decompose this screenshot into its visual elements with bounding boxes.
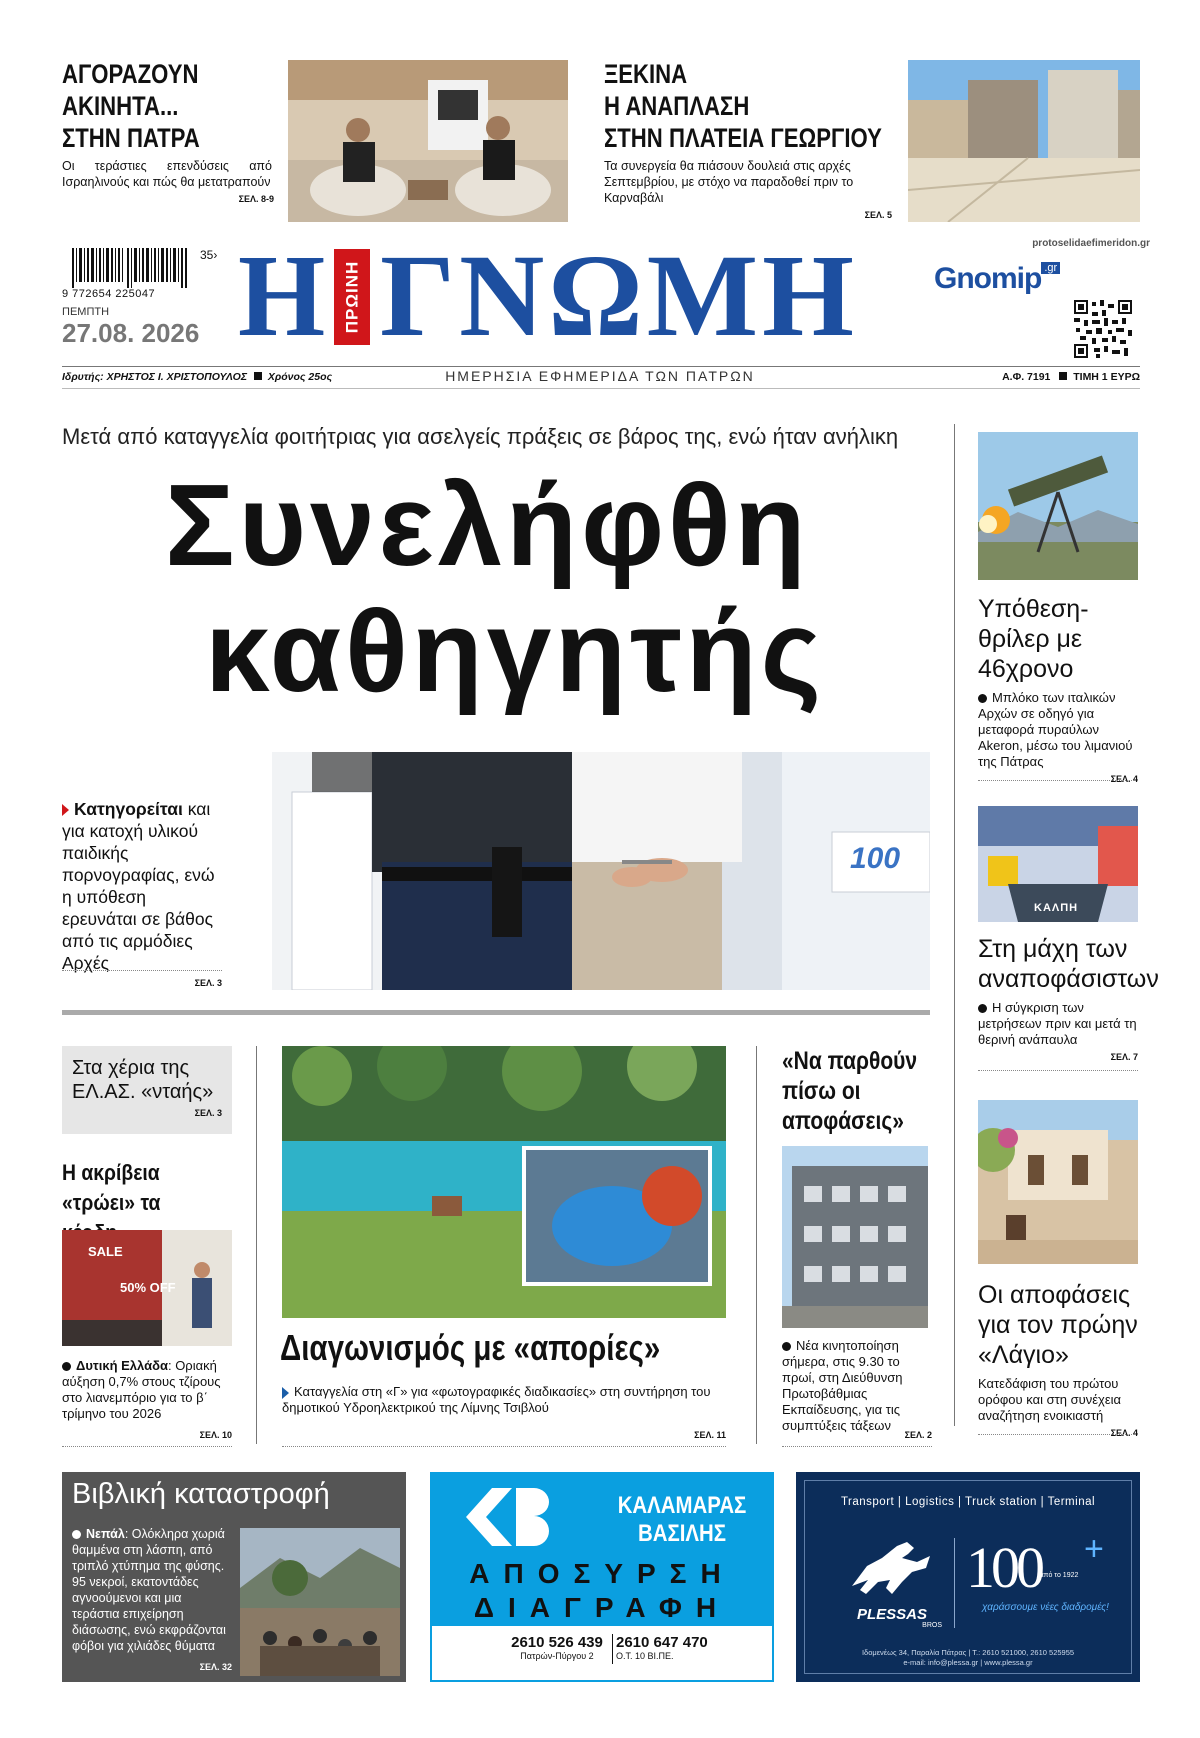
right-story-1-title: Υπόθεση-θρίλερ με 46χρονο [978,595,1089,683]
masthead-strip-bottom-rule [62,388,1140,389]
lead-side-divider [62,970,222,971]
ad-kalamaras-contact1 [502,1634,612,1661]
headline-line: Η ΑΝΑΠΛΑΣΗ [604,91,750,121]
masthead-issue [920,371,1140,383]
lead-side-bold: Κατηγορείται [74,799,183,819]
issue-number: Α.Φ. 7191 [1002,371,1051,383]
lagio-photo [978,1100,1138,1264]
masthead-strip-top-rule [62,366,1140,367]
left-story-headline: Η ακρίβεια «τρώει» τα [62,1160,161,1215]
left-story-body: : Οριακή αύξηση 0,7% στους τζίρους στο λιανεμπόριο για το β΄ τρίμηνο του 2026 [62,1358,221,1421]
ad-plessas[interactable] [796,1472,1140,1682]
mid-right-body: Νέα κινητοποίηση σήμερα, στις 9.30 το πρωί, στη Διεύθυνση Πρωτοβάθμιας Εκπαίδευσης, για τις συμπτύξεις τάξεων [782,1338,903,1433]
center-bottom-divider [282,1446,726,1447]
ad-plessas-contact: e-mail: info@plessa.gr | www.plessa.gr [903,1658,1033,1667]
web-logo[interactable] [934,262,1084,302]
masthead-date: 27.08. 2026 [62,318,200,348]
bullet-icon [978,1004,987,1013]
ballot-photo [978,806,1138,922]
page-ref: ΣΕΛ. 32 [199,1662,232,1672]
mid-right-bottom-divider [782,1446,932,1447]
right-story-2[interactable] [978,934,1159,1062]
lead-headline[interactable] [165,462,865,714]
issue-code-number: 35 [200,248,214,262]
right-story-2-text [978,1000,1138,1048]
masthead-tagline: ΗΜΕΡΗΣΙΑ ΕΦΗΜΕΡΙΔΑ ΤΩΝ ΠΑΤΡΩΝ [445,368,755,384]
headline-line: ΞΕΚΙΝΑ [604,59,688,89]
ad-phone1: 2610 526 439 [511,1634,603,1651]
kalamaras-logo-icon [466,1488,556,1546]
square-icon [1059,372,1067,380]
page-ref: ΣΕΛ. 3 [194,1108,222,1118]
right-story-2-title: Στη μάχη των αναποφάσιστων [978,935,1159,993]
mid-right-headline[interactable] [782,1046,952,1136]
lead-headline-line1: Συνελήφθη [165,460,810,590]
qr-code-icon[interactable] [1074,300,1132,358]
right-story-1[interactable] [978,594,1138,784]
top-left-text: Οι τεράστιες επενδύσεις από Ισραηλινούς και πώς θα μετατραπούν [62,159,272,189]
ad-plessas-anniv-plus: + [1084,1530,1104,1568]
ad-contact-divider [612,1634,613,1664]
ad-kalamaras-contact2 [616,1634,726,1661]
right-story-3[interactable] [978,1280,1138,1438]
left-story-bold: Δυτική Ελλάδα [76,1358,168,1373]
masthead-founder [62,371,332,383]
page-ref: ΣΕΛ. 5 [864,210,892,220]
ad-kalamaras-service1: ΑΠΟΣΥΡΣΗ [432,1558,772,1590]
lead-side-text [62,798,222,974]
price-text: ΤΙΜΗ 1 ΕΥΡΩ [1073,371,1140,383]
sale-photo [62,1230,232,1346]
masthead-vertical-word: ΠΡΩΙΝΗ [342,260,361,334]
ad-kalamaras-service2: ΔΙΑΓΡΑΦΗ [432,1592,772,1626]
right-story-3-text: Κατεδάφιση του πρώτου ορόφου και στη συνέχεια αναζήτηση ενοικιαστή [978,1376,1122,1423]
left-story-text [62,1358,234,1422]
ad-plessas-anniv: 100 [966,1535,1041,1600]
masthead-title [238,230,978,361]
ad-plessas-divider [954,1538,955,1628]
center-text [282,1384,728,1416]
lead-side-rest: και για κατοχή υλικού παιδικής πορνογραφίας, ενώ η υπόθεση ερευνάται σε βάθος από τις αρμόδιες Αρχές [62,799,215,973]
top-left-headline [62,58,275,154]
right-story-1-body: Μπλόκο των ιταλικών Αρχών σε οδηγό για μεταφορά πυραύλων Akeron, μέσω του λιμανιού της Πάτρας [978,690,1133,769]
ad-phone2: 2610 647 470 [616,1634,708,1651]
mid-rule-right [756,1046,757,1444]
page-ref: ΣΕΛ. 10 [199,1430,232,1440]
right-story-2-body: Η σύγκριση των μετρήσεων πριν και μετά τη θερινή ανάπαυλα [978,1000,1137,1047]
ad-plessas-address: Ιδομενέως 34, Παραλία Πάτρας | Τ.: 2610 521000, 2610 525955 [861,1648,1075,1657]
headline-line: ΑΚΙΝΗΤΑ... [62,91,179,121]
top-left-teaser[interactable] [62,58,272,223]
ad-plessas-since: από το 1922 [1039,1572,1079,1579]
web-logo-suffix: .gr [1041,262,1060,274]
headline-line: ΣΤΗΝ ΠΛΑΤΕΙΑ ΓΕΩΡΓΙΟΥ [604,123,882,153]
police-car-number: 100 [850,842,901,875]
headline-line: ΑΓΟΡΑΖΟΥΝ [62,59,199,89]
masthead-day: ΠΕΜΠΤΗ [62,306,110,318]
flood-photo [240,1528,400,1676]
nepal-body: : Ολόκληρα χωριά θαμμένα στη λάσπη, από τριπλό χτύπημα της φύσης. 95 νεκροί, εκατοντάδες αγνοούμενοι και μια τεράστια επιχείρηση διάσωσης, ενώ εκφράζονται φόβοι για χιλιάδες θύματα [72,1527,226,1653]
ad-plessas-brand-sub: BROS [922,1622,942,1629]
page-ref: ΣΕΛ. 4 [1110,1428,1138,1438]
page-ref: ΣΕΛ. 2 [904,1430,932,1440]
ad-plessas-brand: PLESSAS [856,1606,928,1623]
left-bottom-divider [62,1446,232,1447]
school-photo [782,1146,928,1328]
center-body: Καταγγελία στη «Γ» για «φωτογραφικές διαδικασίες» στη συντήρηση του δημοτικού Υδροηλεκτρικού της Λίμνης Τσιβλού [282,1384,711,1415]
arrow-right-icon [62,804,69,816]
page-ref: ΣΕΛ. 7 [1110,1052,1138,1062]
page-ref: ΣΕΛ. 3 [194,978,222,988]
masthead-title-gnomi: ΓΝΩΜΗ [380,230,858,361]
right-story-1-text [978,690,1138,770]
source-credit: protoselidaefimeridon.gr [1032,238,1150,249]
bullet-icon [782,1342,791,1351]
ad-addr1: Πατρών-Πύργου 2 [520,1651,594,1661]
lead-kicker: Μετά από καταγγελία φοιτήτριας για ασελγείς πράξεις σε βάρος της, ενώ ήταν ανήλικη [62,424,899,449]
right-divider [978,1434,1138,1435]
arrow-right-icon [282,1387,289,1399]
off-sign: 50% OFF [120,1280,176,1295]
nepal-box-text [72,1526,232,1654]
mid-rule-left [256,1046,257,1444]
ad-kalamaras[interactable] [430,1472,774,1682]
web-logo-text: Gnomip [934,262,1042,295]
top-right-text: Τα συνεργεία θα πιάσουν δουλειά στις αρχές Σεπτεμβρίου, με στόχο να παραδοθεί πριν το Καρναβάλι [604,159,854,205]
masthead-vertical-badge [334,249,370,345]
center-headline[interactable]: Διαγωνισμός με «απορίες» [280,1327,661,1368]
nepal-box[interactable] [62,1472,406,1682]
top-right-headline [604,58,899,154]
police-box[interactable] [62,1046,232,1134]
ad-plessas-slogan: χαράσσουμε νέες διαδρομές! [982,1602,1109,1613]
bullet-icon [62,1362,71,1371]
nepal-bold: Νεπάλ [86,1527,125,1541]
lead-separator [62,1010,930,1015]
ad-kalamaras-name2: ΒΑΣΙΛΗΣ [638,1520,726,1547]
masthead-title-h: Η [238,230,326,361]
ballot-label: ΚΑΛΠΗ [1034,902,1079,914]
arrest-photo [272,752,930,990]
right-column-rule [954,424,955,1426]
bullet-icon [978,694,987,703]
year-text: Χρόνος 25ος [267,371,333,383]
barcode-number: 9 772654 225047 [62,288,156,300]
headline-line: ΣΤΗΝ ΠΑΤΡΑ [62,123,200,153]
lake-photo [282,1046,726,1318]
square-icon [254,372,262,380]
apartment-photo [288,60,568,222]
missile-photo [978,432,1138,580]
chevron-right-icon: › [213,248,218,262]
mid-right-headline-text: «Να παρθούν πίσω οι αποφάσεις» [782,1047,918,1135]
mid-right-text [782,1338,932,1434]
founder-text: Ιδρυτής: ΧΡΗΣΤΟΣ Ι. ΧΡΙΣΤΟΠΟΥΛΟΣ [62,371,248,383]
barcode [72,248,187,288]
right-divider [978,780,1138,781]
page-ref: ΣΕΛ. 11 [694,1430,726,1440]
police-box-title: Στα χέρια της ΕΛ.ΑΣ. «νταής» [72,1057,214,1103]
page-ref: ΣΕΛ. 4 [1110,774,1138,784]
lead-headline-line2: καθηγητής [205,586,826,716]
bullet-icon [72,1530,81,1539]
ad-kalamaras-name1: ΚΑΛΑΜΑΡΑΣ [617,1492,747,1519]
sale-sign: SALE [88,1244,123,1259]
top-right-teaser[interactable] [604,58,894,223]
ad-addr2: Ο.Τ. 10 ΒΙ.ΠΕ. [616,1651,674,1661]
page-ref: ΣΕΛ. 8-9 [238,194,274,204]
ad-plessas-services: Transport | Logistics | Truck station | Terminal [840,1496,1096,1508]
horse-logo-icon [842,1536,942,1604]
right-divider [978,1070,1138,1071]
right-story-3-title: Οι αποφάσεις για τον πρώην «Λάγιο» [978,1281,1138,1369]
square-photo [908,60,1140,222]
nepal-box-title: Βιβλική καταστροφή [72,1478,330,1510]
issue-code [200,248,217,262]
